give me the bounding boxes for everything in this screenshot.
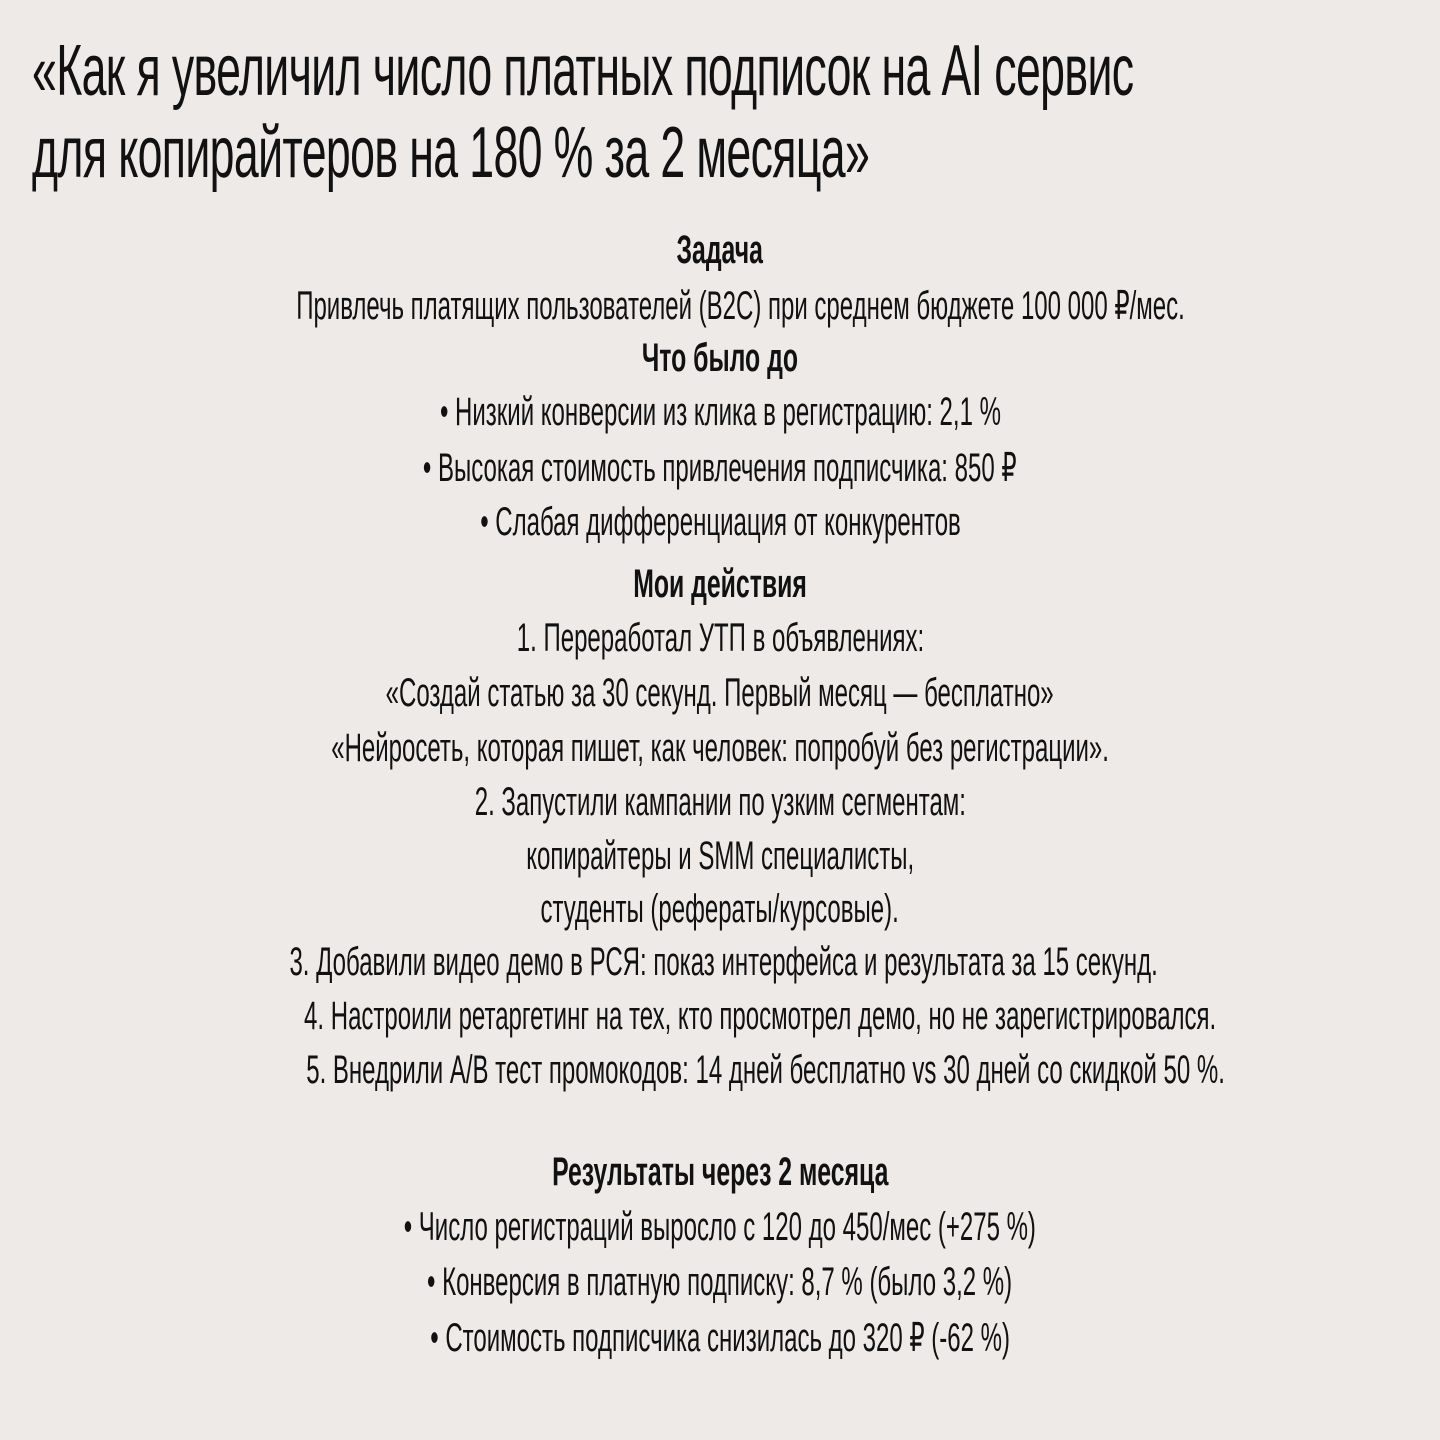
- actions-line-text: копирайтеры и SMM специалисты,: [526, 834, 914, 878]
- task-text: [0, 283, 1440, 329]
- actions-line: [0, 834, 1440, 879]
- actions-line: [0, 671, 1440, 716]
- before-heading: [0, 336, 1440, 381]
- task-text-value: Привлечь платящих пользователей (B2C) при среднем бюджете 100 000 ₽/мес.: [296, 284, 1185, 328]
- before-item: [0, 390, 1440, 435]
- page-title-line-1: [32, 30, 1440, 112]
- task-heading: [0, 228, 1440, 273]
- results-heading-text: Результаты через 2 месяца: [551, 1150, 889, 1194]
- before-item: [0, 500, 1440, 545]
- page-title-text-2: для копирайтеров на 180 % за 2 месяца»: [32, 113, 870, 193]
- actions-line-text: 1. Переработал УТП в объявлениях:: [516, 616, 924, 660]
- results-item-text: • Стоимость подписчика снизилась до 320 ₽ (-62 %): [430, 1316, 1010, 1360]
- page-title-text-1: «Как я увеличил число платных подписок на AI сервис: [32, 31, 1134, 111]
- actions-heading: [0, 562, 1440, 607]
- actions-line-text: 2. Запустили кампании по узким сегментам:: [474, 780, 966, 824]
- results-item-text: • Конверсия в платную подписку: 8,7 % (было 3,2 %): [427, 1260, 1013, 1304]
- actions-line-text: 5. Внедрили A/B тест промокодов: 14 дней бесплатно vs 30 дней со скидкой 50 %.: [306, 1048, 1225, 1092]
- before-item: [0, 445, 1440, 491]
- page-title-line-2: [32, 112, 1382, 194]
- actions-line: [0, 780, 1440, 825]
- actions-line: [0, 940, 1440, 985]
- actions-heading-text: Мои действия: [633, 562, 807, 606]
- before-heading-text: Что было до: [641, 336, 799, 380]
- actions-line: [0, 994, 1440, 1039]
- before-item-text: • Слабая дифференциация от конкурентов: [479, 500, 961, 544]
- actions-line-text: «Нейросеть, которая пишет, как человек: попробуй без регистрации».: [331, 726, 1109, 770]
- results-item: [0, 1260, 1440, 1305]
- task-heading-text: Задача: [676, 228, 764, 272]
- results-item: [0, 1315, 1440, 1361]
- actions-line: [0, 1048, 1440, 1093]
- actions-line: [0, 616, 1440, 661]
- actions-line: [0, 887, 1440, 932]
- results-item: [0, 1205, 1440, 1250]
- actions-line-text: «Создай статью за 30 секунд. Первый месяц — бесплатно»: [385, 671, 1054, 715]
- before-item-text: • Низкий конверсии из клика в регистрацию: 2,1 %: [439, 390, 1001, 434]
- actions-line-text: 3. Добавили видео демо в РСЯ: показ интерфейса и результата за 15 секунд.: [289, 940, 1158, 984]
- results-heading: [0, 1150, 1440, 1195]
- actions-line-text: 4. Настроили ретаргетинг на тех, кто просмотрел демо, но не зарегистрировался.: [304, 994, 1217, 1038]
- actions-line-text: студенты (рефераты/курсовые).: [540, 887, 900, 931]
- actions-line: [0, 726, 1440, 771]
- before-item-text: • Высокая стоимость привлечения подписчика: 850 ₽: [423, 446, 1017, 490]
- results-item-text: • Число регистраций выросло с 120 до 450/мес (+275 %): [403, 1205, 1037, 1249]
